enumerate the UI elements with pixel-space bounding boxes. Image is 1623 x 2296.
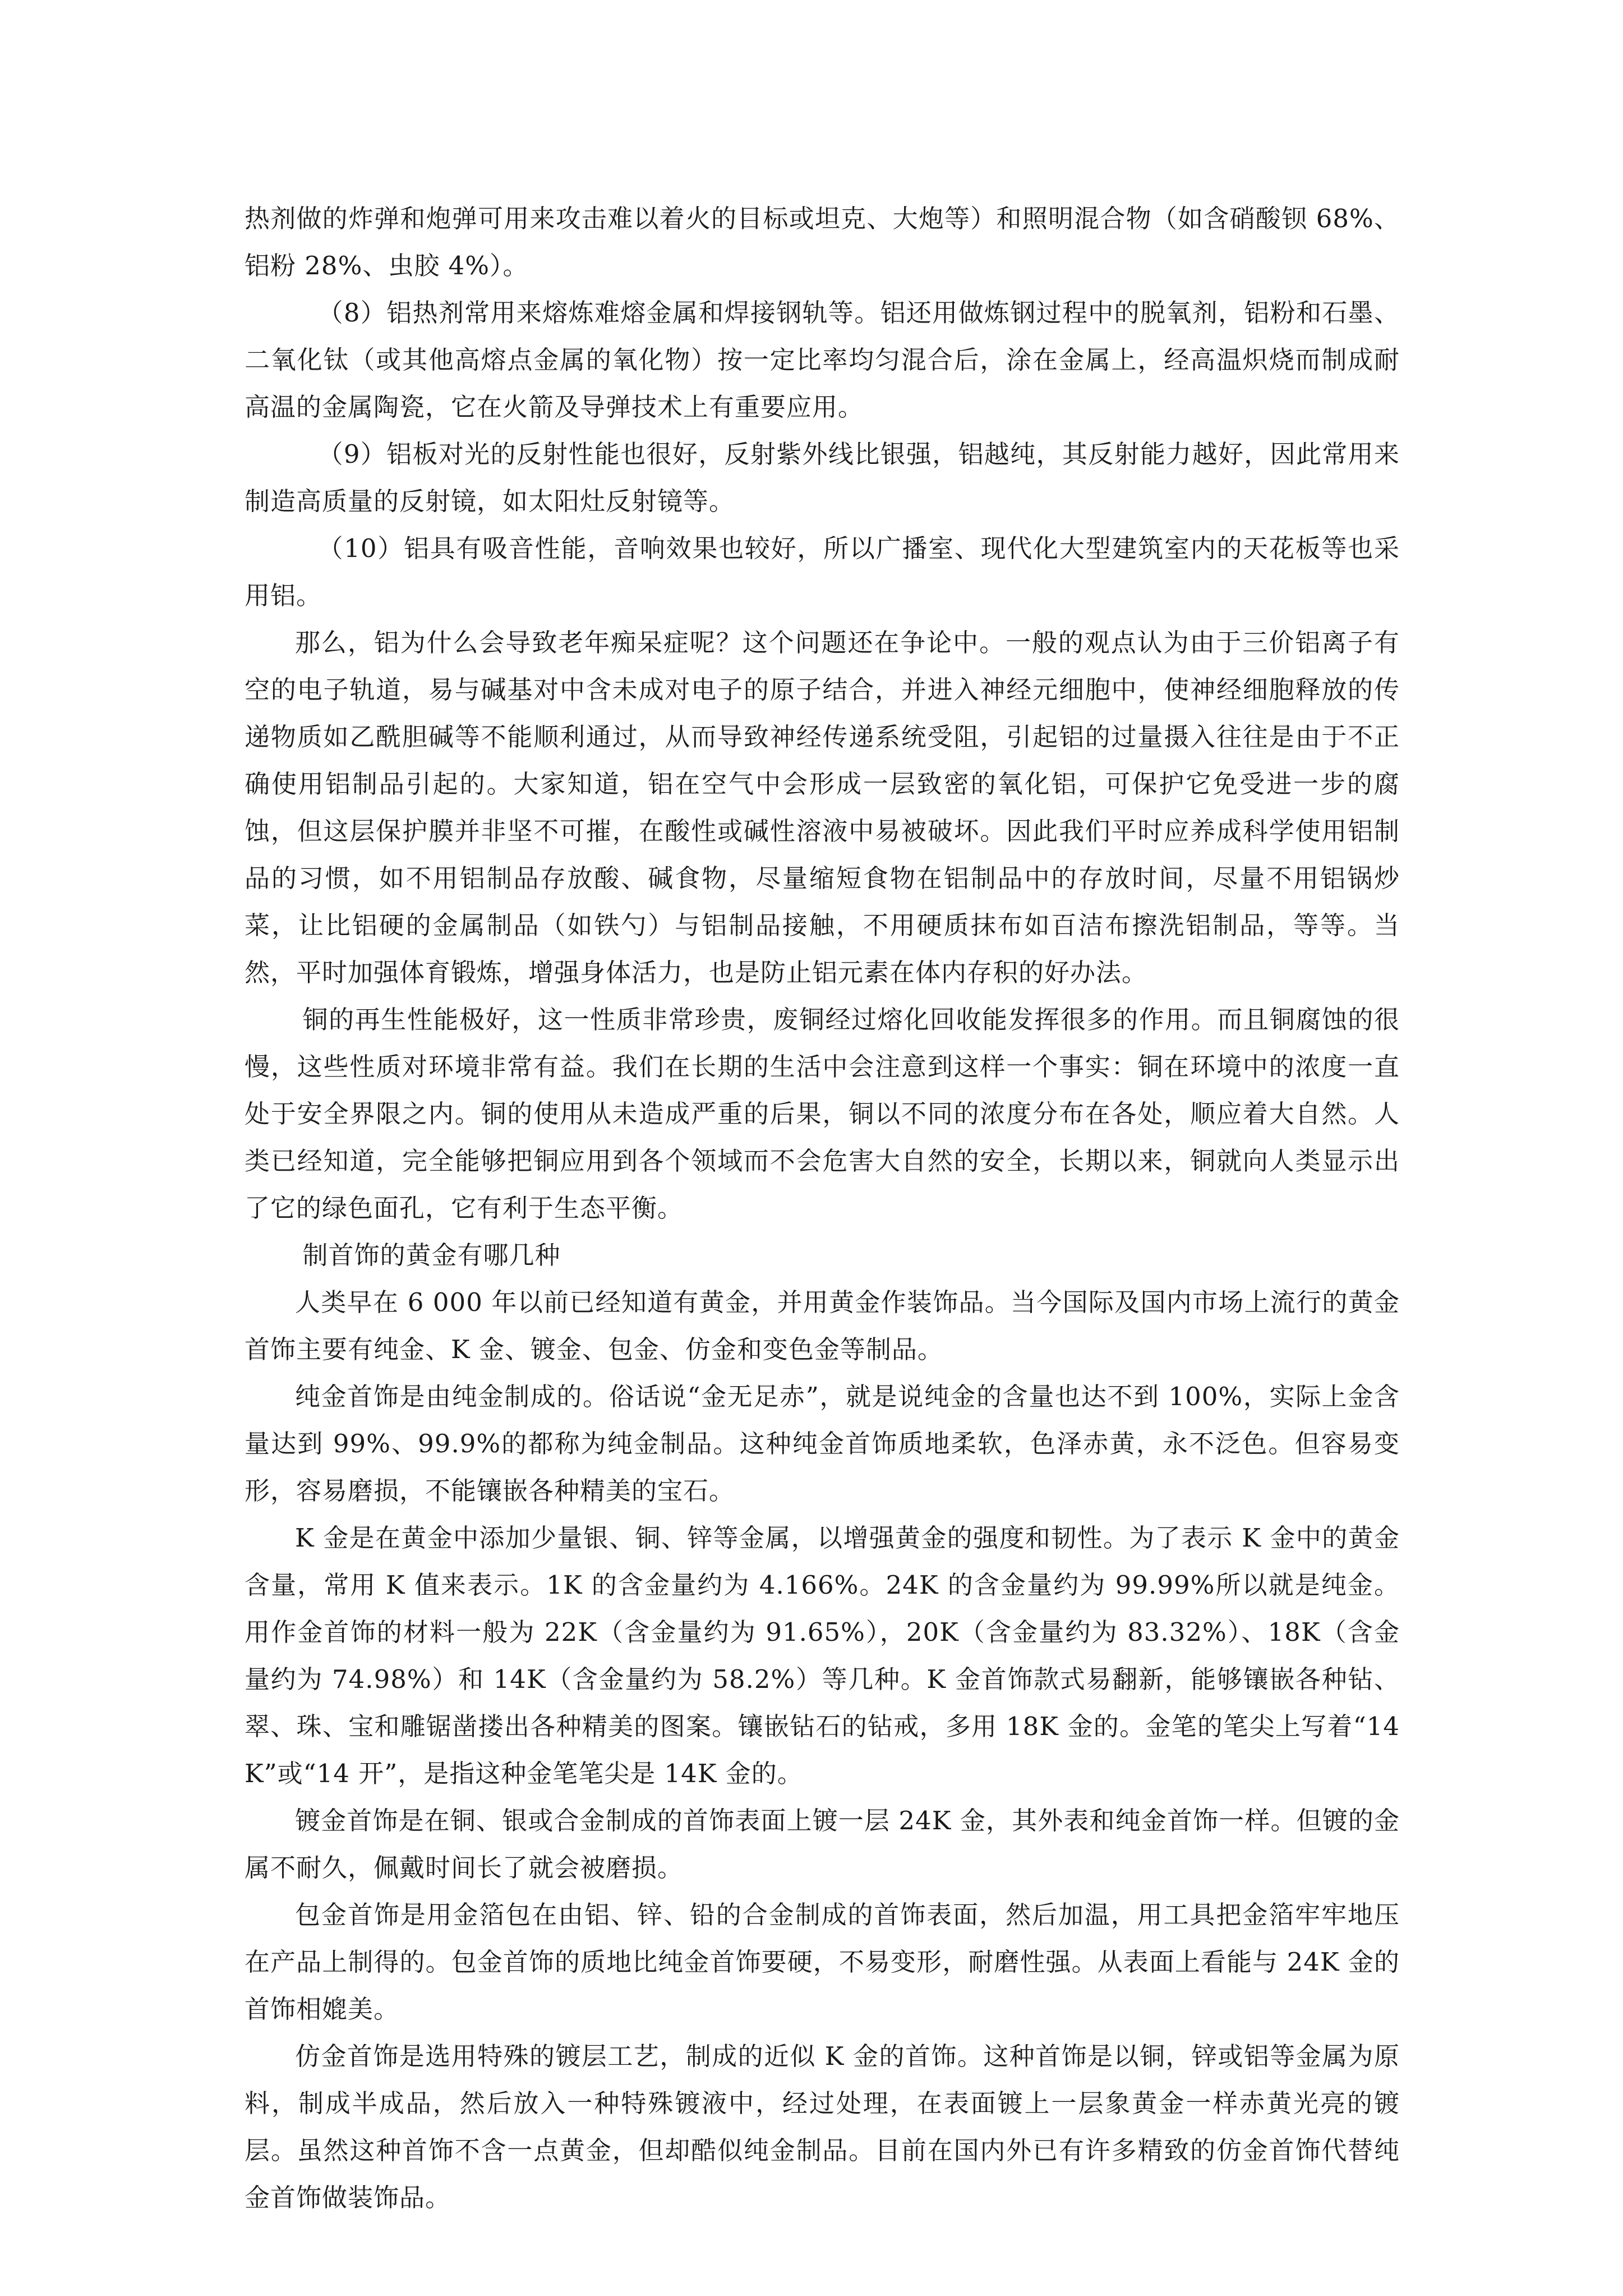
paragraph-imitation-gold: 仿金首饰是选用特殊的镀层工艺，制成的近似 K 金的首饰。这种首饰是以铜，锌或铝等金属为原料，制成半成品，然后放入一种特殊镀液中，经过处理，在表面镀上一层象黄金一样赤黄光亮的镀层。虽然这种首饰不含一点黄金，但却酷似纯金制品。目前在国内外已有许多精致的仿金首饰代替纯金首饰做装饰品。 (245, 2041, 1400, 2212)
paragraph-gold-history: 人类早在 6 000 年以前已经知道有黄金，并用黄金作装饰品。当今国际及国内市场上流行的黄金首饰主要有纯金、K 金、镀金、包金、仿金和变色金等制品。 (245, 1287, 1400, 1364)
section-heading-gold-jewelry: 制首饰的黄金有哪几种 (302, 1240, 561, 1270)
paragraph-aluminum-use-9: （9）铝板对光的反射性能也很好，反射紫外线比银强，铝越纯，其反射能力越好，因此常用来制造高质量的反射镜，如太阳灶反射镜等。 (245, 439, 1400, 516)
paragraph-aluminum-use-10: （10）铝具有吸音性能，音响效果也较好，所以广播室、现代化大型建筑室内的天花板等也采用铝。 (245, 533, 1400, 610)
paragraph-gold-wrapped: 包金首饰是用金箔包在由铝、锌、铅的合金制成的首饰表面，然后加温，用工具把金箔牢牢地压在产品上制得的。包金首饰的质地比纯金首饰要硬，不易变形，耐磨性强。从表面上看能与 24K 金的首饰相媲美。 (245, 1900, 1400, 2024)
paragraph-gold-plated: 镀金首饰是在铜、银或合金制成的首饰表面上镀一层 24K 金，其外表和纯金首饰一样。但镀的金属不耐久，佩戴时间长了就会被磨损。 (245, 1806, 1400, 1883)
paragraph-pure-gold: 纯金首饰是由纯金制成的。俗话说“金无足赤”，就是说纯金的含量也达不到 100%，实际上金含量达到 99%、99.9%的都称为纯金制品。这种纯金首饰质地柔软，色泽赤黄，永不泛色。但容易变形，容易磨损，不能镶嵌各种精美的宝石。 (245, 1382, 1400, 1506)
paragraph-thermite-continuation: 热剂做的炸弹和炮弹可用来攻击难以着火的目标或坦克、大炮等）和照明混合物（如含硝酸钡 68%、铝粉 28%、虫胶 4%）。 (245, 204, 1400, 280)
document-body (245, 195, 1400, 2221)
paragraph-aluminum-use-8: （8）铝热剂常用来熔炼难熔金属和焊接钢轨等。铝还用做炼钢过程中的脱氧剂，铝粉和石墨、二氧化钛（或其他高熔点金属的氧化物）按一定比率均匀混合后，涂在金属上，经高温炽烧而制成耐高温的金属陶瓷，它在火箭及导弹技术上有重要应用。 (245, 298, 1400, 422)
paragraph-k-gold: K 金是在黄金中添加少量银、铜、锌等金属，以增强黄金的强度和韧性。为了表示 K 金中的黄金含量，常用 K 值来表示。1K 的含金量约为 4.166%。24K 的含金量约为 99.99%所以就是纯金。用作金首饰的材料一般为 22K（含金量约为 91.65%），20K（含金量约为 83.32%）、18K（含金量约为 74.98%）和 14K（含金量约为 58.2%）等几种。K 金首饰款式易翻新，能够镶嵌各种钻、翠、珠、宝和雕锯凿搂出各种精美的图案。镶嵌钻石的钻戒，多用 18K 金的。金笔的笔尖上写着“14K”或“14 开”，是指这种金笔笔尖是 14K 金的。 (245, 1523, 1400, 1788)
paragraph-copper-recycling: 铜的再生性能极好，这一性质非常珍贵，废铜经过熔化回收能发挥很多的作用。而且铜腐蚀的很慢，这些性质对环境非常有益。我们在长期的生活中会注意到这样一个事实：铜在环境中的浓度一直处于安全界限之内。铜的使用从未造成严重的后果，铜以不同的浓度分布在各处，顺应着大自然。人类已经知道，完全能够把铜应用到各个领域而不会危害大自然的安全，长期以来，铜就向人类显示出了它的绿色面孔，它有利于生态平衡。 (245, 1005, 1400, 1223)
paragraph-aluminum-dementia: 那么，铝为什么会导致老年痴呆症呢？这个问题还在争论中。一般的观点认为由于三价铝离子有空的电子轨道，易与碱基对中含未成对电子的原子结合，并进入神经元细胞中，使神经细胞释放的传递物质如乙酰胆碱等不能顺利通过，从而导致神经传递系统受阻，引起铝的过量摄入往往是由于不正确使用铝制品引起的。大家知道，铝在空气中会形成一层致密的氧化铝，可保护它免受进一步的腐蚀，但这层保护膜并非坚不可摧，在酸性或碱性溶液中易被破坏。因此我们平时应养成科学使用铝制品的习惯，如不用铝制品存放酸、碱食物，尽量缩短食物在铝制品中的存放时间，尽量不用铝锅炒菜，让比铝硬的金属制品（如铁勺）与铝制品接触，不用硬质抹布如百洁布擦洗铝制品，等等。当然，平时加强体育锻炼，增强身体活力，也是防止铝元素在体内存积的好办法。 (245, 628, 1400, 987)
